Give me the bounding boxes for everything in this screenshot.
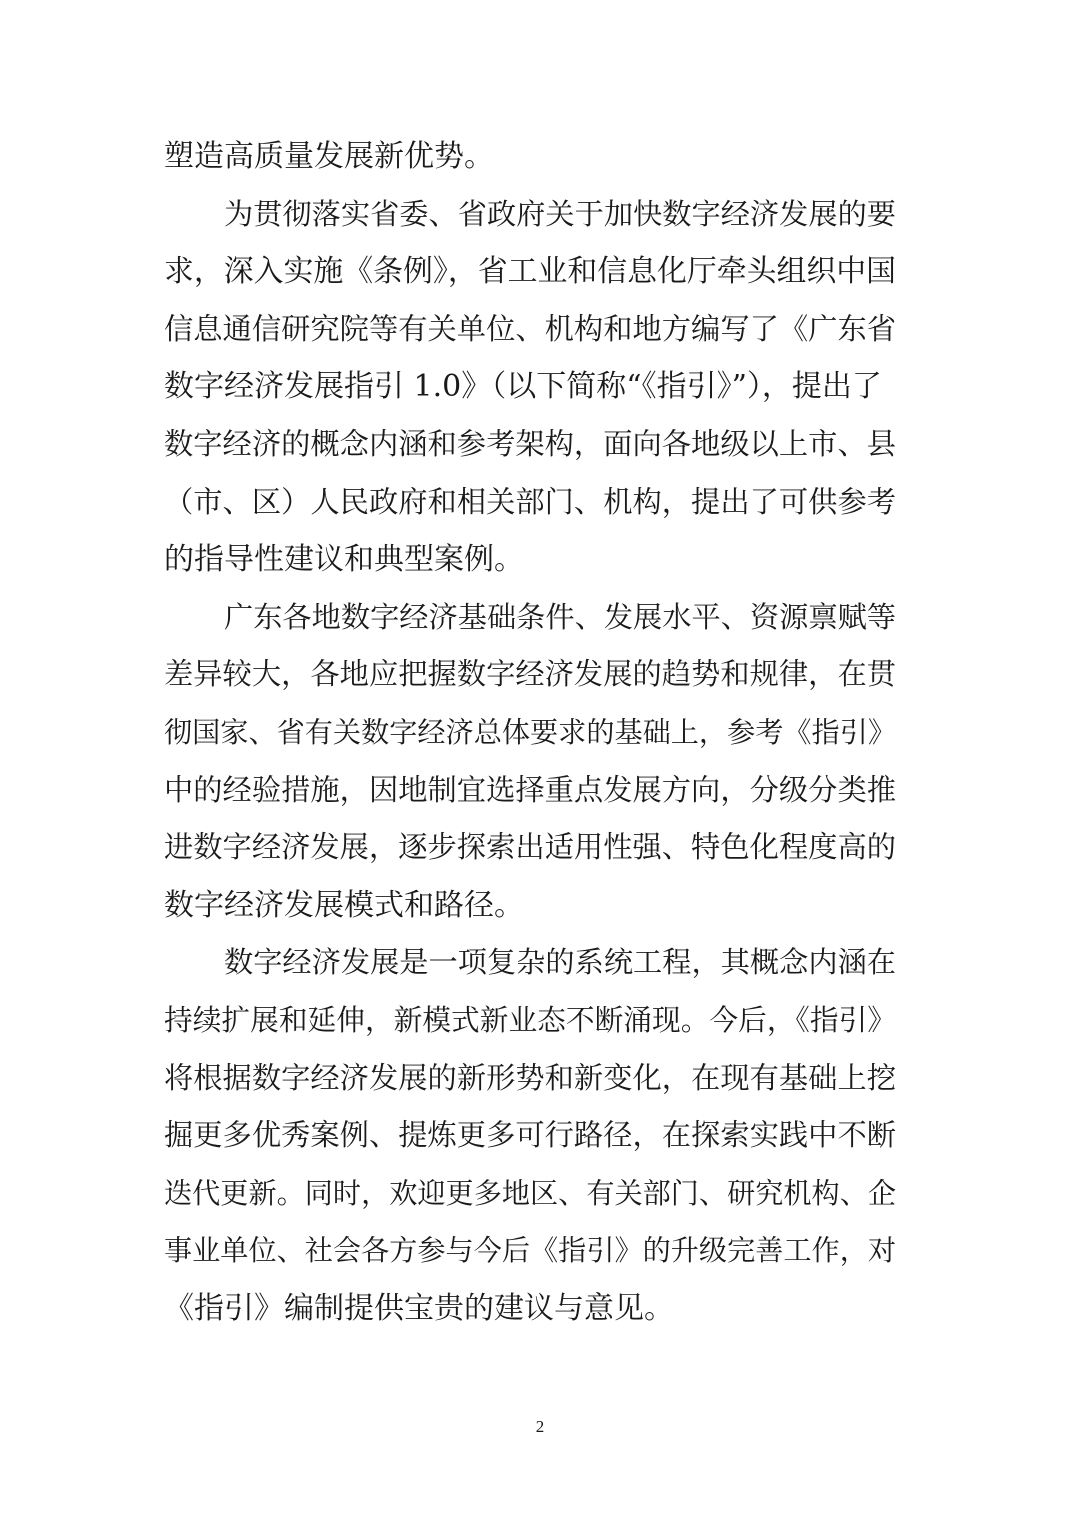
text-line: 进数字经济发展，逐步探索出适用性强、特色化程度高的 [164, 830, 896, 865]
page-number: 2 [535, 1417, 545, 1436]
text-line: 持续扩展和延伸，新模式新业态不断涌现。今后，《指引》 [164, 1002, 896, 1037]
text-line: 广东各地数字经济基础条件、发展水平、资源禀赋等 [224, 599, 897, 634]
text-line: 迭代更新。同时，欢迎更多地区、有关部门、研究机构、企 [164, 1176, 896, 1210]
text-line: 数字经济发展指引 1.0》（以下简称“《指引》”），提出了 [164, 369, 882, 405]
text-line: 事业单位、社会各方参与今后《指引》的升级完善工作，对 [164, 1234, 896, 1268]
text-line: 信息通信研究院等有关单位、机构和地方编写了《广东省 [164, 311, 896, 346]
text-line: 将根据数字经济发展的新形势和新变化，在现有基础上挖 [164, 1060, 896, 1095]
text-line: （市、区）人民政府和相关部门、机构，提出了可供参考 [164, 484, 896, 519]
text-line: 数字经济的概念内涵和参考架构，面向各地级以上市、县 [164, 426, 896, 461]
text-line: 《指引》编制提供宝贵的建议与意见。 [164, 1290, 674, 1326]
text-line: 塑造高质量发展新优势。 [164, 139, 494, 174]
text-line: 的指导性建议和典型案例。 [164, 542, 524, 578]
text-line: 差异较大，各地应把握数字经济发展的趋势和规律，在贯 [164, 657, 896, 692]
text-line: 求，深入实施《条例》，省工业和信息化厅牵头组织中国 [164, 254, 896, 290]
text-line: 掘更多优秀案例、提炼更多可行路径，在探索实践中不断 [164, 1118, 896, 1153]
text-line: 彻国家、省有关数字经济总体要求的基础上，参考《指引》 [164, 715, 896, 749]
text-line: 数字经济发展是一项复杂的系统工程，其概念内涵在 [224, 945, 897, 980]
body-text [164, 128, 896, 1337]
text-line: 数字经济发展模式和路径。 [164, 887, 524, 923]
text-line: 为贯彻落实省委、省政府关于加快数字经济发展的要 [224, 196, 897, 231]
text-line: 中的经验措施，因地制宜选择重点发展方向，分级分类推 [164, 772, 896, 807]
